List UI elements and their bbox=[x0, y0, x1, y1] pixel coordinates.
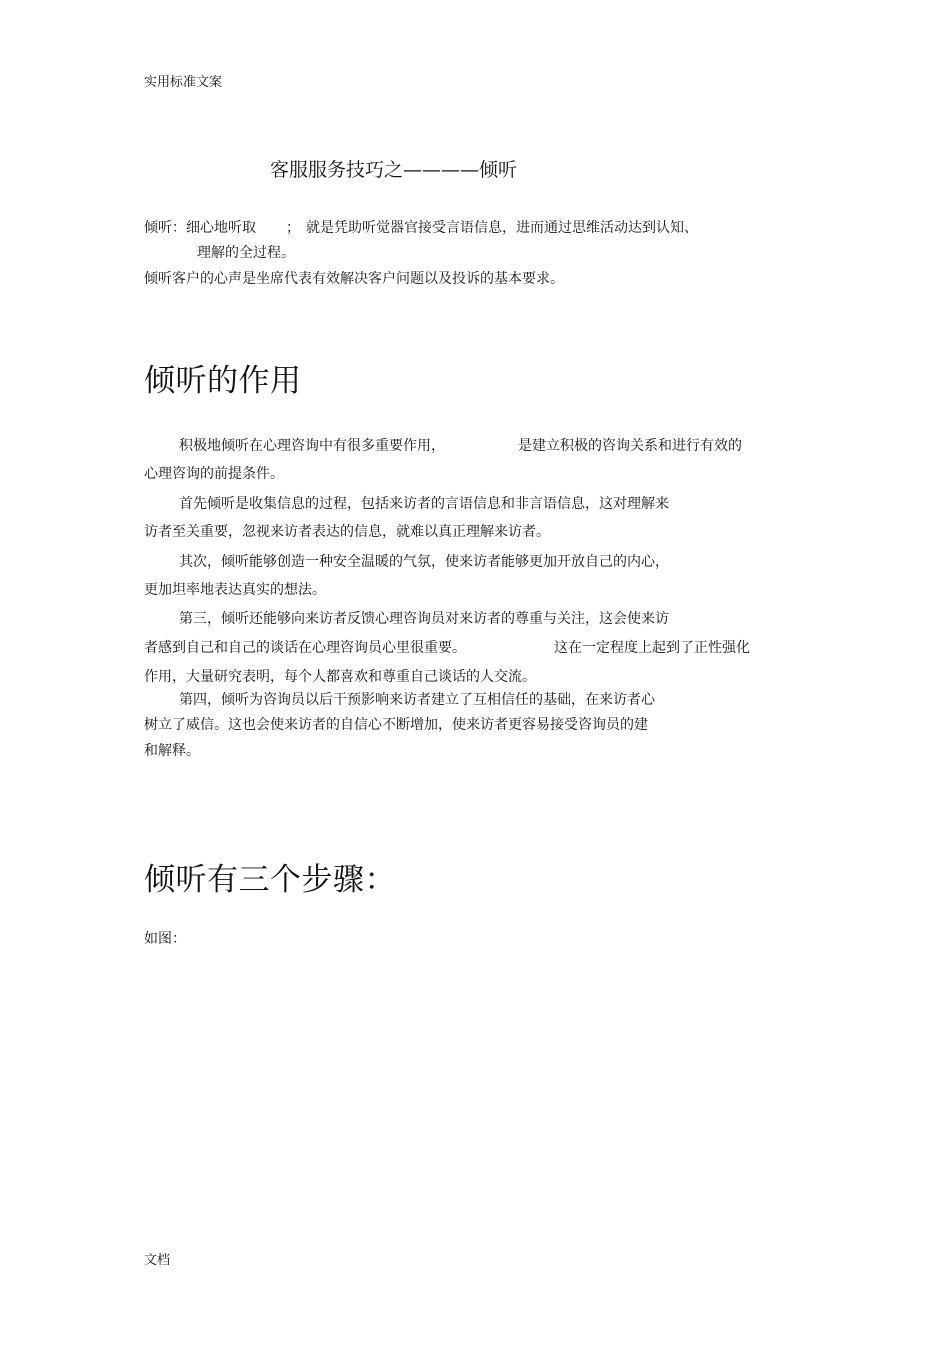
page-header: 实用标准文案 bbox=[144, 75, 223, 90]
paragraph-line: 更加坦率地表达真实的想法。 bbox=[144, 582, 326, 598]
page-footer: 文档 bbox=[144, 1253, 171, 1268]
document-title: 客服服务技巧之————倾听 bbox=[270, 159, 518, 181]
paragraph-line: 其次，倾听能够创造一种安全温暖的气氛，使来访者能够更加开放自己的内心， bbox=[179, 554, 669, 570]
definition-continuation: 理解的全过程。 bbox=[197, 245, 295, 261]
paragraph-line: 访者至关重要，忽视来访者表达的信息，就难以真正理解来访者。 bbox=[144, 524, 550, 540]
definition-label: 倾听：细心地听取 bbox=[144, 220, 256, 236]
section-heading-role: 倾听的作用 bbox=[144, 363, 302, 399]
definition-semicolon: ； bbox=[286, 220, 300, 236]
paragraph-line: 积极地倾听在心理咨询中有很多重要作用， bbox=[179, 438, 445, 454]
paragraph-line: 和解释。 bbox=[144, 743, 200, 759]
paragraph-line: 首先倾听是收集信息的过程，包括来访者的言语信息和非言语信息，这对理解来 bbox=[179, 496, 669, 512]
figure-caption: 如图： bbox=[144, 931, 186, 947]
definition-text: 就是凭助听觉器官接受言语信息，进而通过思维活动达到认知、 bbox=[306, 220, 698, 236]
definition-requirement: 倾听客户的心声是坐席代表有效解决客户问题以及投诉的基本要求。 bbox=[144, 271, 564, 287]
paragraph-line: 者感到自己和自己的谈话在心理咨询员心里很重要。 bbox=[144, 640, 466, 656]
paragraph-line: 第四，倾听为咨询员以后干预影响来访者建立了互相信任的基础，在来访者心 bbox=[179, 692, 655, 708]
paragraph-line: 心理咨询的前提条件。 bbox=[144, 466, 284, 482]
section-heading-steps: 倾听有三个步骤： bbox=[144, 862, 396, 898]
paragraph-line: 树立了威信。这也会使来访者的自信心不断增加，使来访者更容易接受咨询员的建 bbox=[144, 717, 648, 733]
paragraph-line: 作用，大量研究表明，每个人都喜欢和尊重自己谈话的人交流。 bbox=[144, 669, 536, 685]
paragraph-line: 这在一定程度上起到了正性强化 bbox=[554, 640, 750, 656]
paragraph-line: 是建立积极的咨询关系和进行有效的 bbox=[518, 438, 742, 454]
paragraph-line: 第三，倾听还能够向来访者反馈心理咨询员对来访者的尊重与关注，这会使来访 bbox=[179, 611, 669, 627]
